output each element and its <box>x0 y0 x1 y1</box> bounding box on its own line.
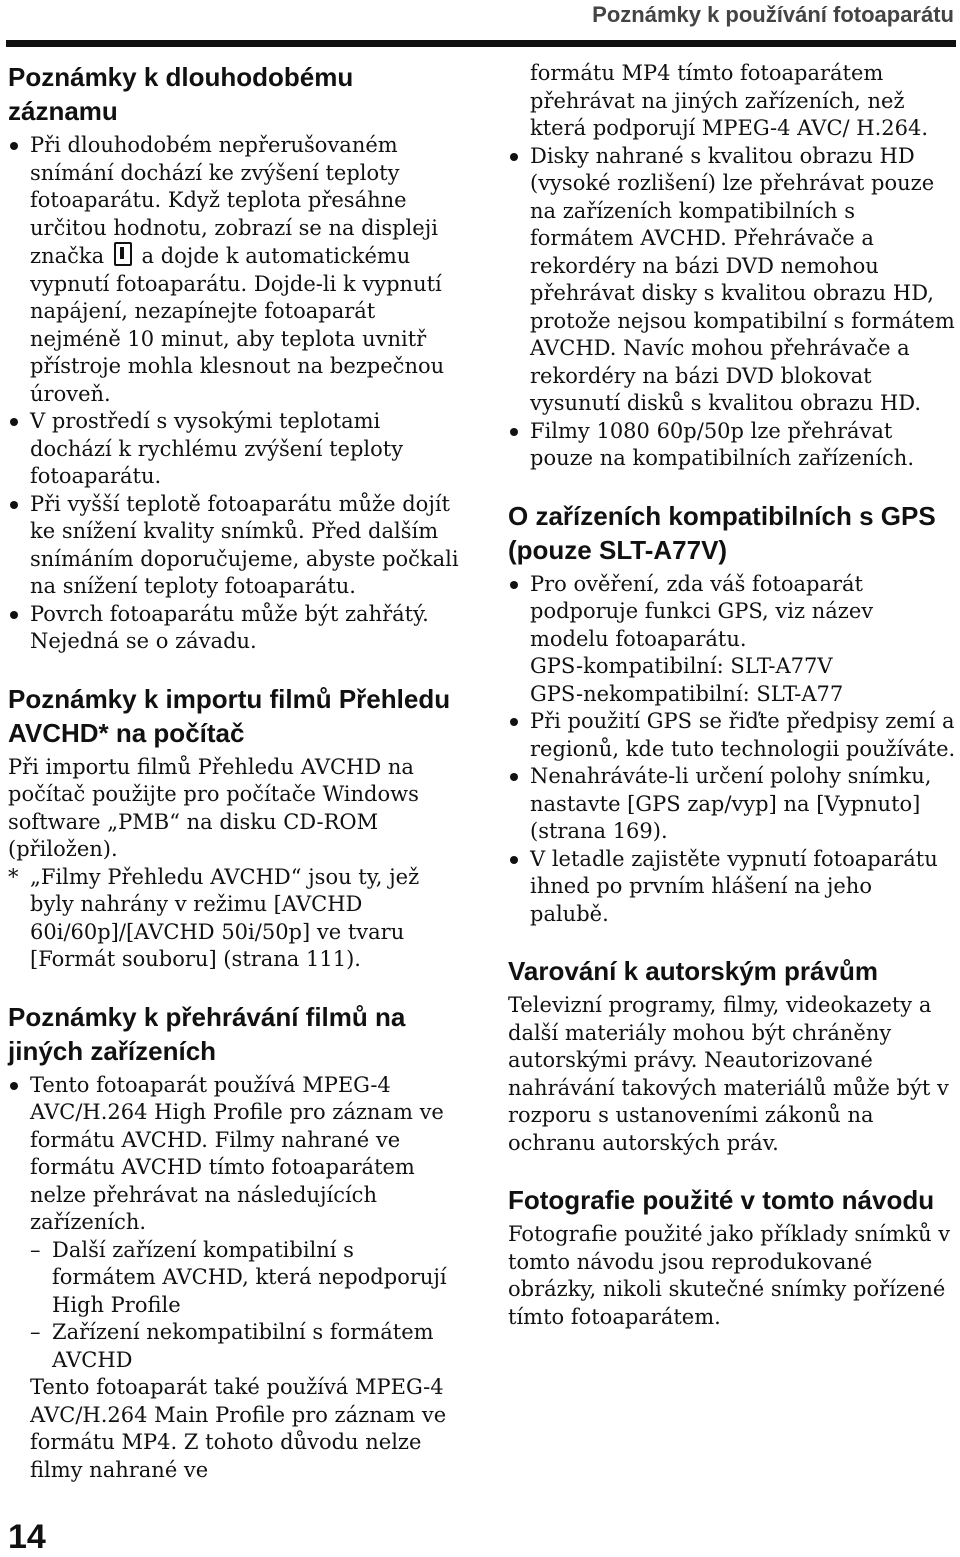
bullet-icon <box>510 773 518 781</box>
list-item: Při použití GPS se řiďte předpisy zemí a regionů, kde tuto technologii používáte. <box>508 708 956 763</box>
section-photos <box>508 1183 956 1331</box>
footnote: * „Filmy Přehledu AVCHD“ jsou ty, jež byly nahrány v režimu [AVCHD 60i/60p]/[AVCHD 50i/50p] ve tvaru [Formát souboru] (strana 111). <box>8 864 420 971</box>
list-item: Povrch fotoaparátu může být zahřátý. Nejedná se o závadu. <box>8 601 463 656</box>
section-copyright <box>508 954 956 1157</box>
running-header: Poznámky k používání fotoaparátu <box>592 2 954 27</box>
right-column <box>508 60 956 1331</box>
list-item: V letadle zajistěte vypnutí fotoaparátu ihned po prvním hlášení na jeho palubě. <box>508 846 956 929</box>
paragraph: Televizní programy, filmy, videokazety a další materiály mohou být chráněny autorskými právy. Neautorizované nahrávání takových materiálů může být v rozporu s ustanoveními zákonů na ochranu autorských práv. <box>508 993 949 1155</box>
bullet-list <box>508 60 956 473</box>
section-title-gps: O zařízeních kompatibilních s GPS (pouze SLT-A77V) <box>508 500 936 565</box>
list-item: Nenahráváte-li určení polohy snímku, nastavte [GPS zap/vyp] na [Vypnuto] (strana 169). <box>508 763 956 846</box>
bullet-icon <box>10 1082 18 1090</box>
list-item: Pro ověření, zda váš fotoaparát podporuje funkci GPS, viz název modelu fotoaparátu. GPS-kompatibilní: SLT-A77V GPS-nekompatibilní: SLT-A77 <box>508 571 956 709</box>
list-item: V prostředí s vysokými teplotami dochází k rychlému zvýšení teploty fotoaparátu. <box>8 408 463 491</box>
footnote-marker: * <box>8 864 19 889</box>
section-playback-other-devices <box>8 1000 463 1485</box>
bullet-icon <box>510 581 518 589</box>
header-rule <box>6 40 956 47</box>
paragraph: Fotografie použité jako příklady snímků v tomto návodu jsou reprodukované obrázky, nikoli skutečné snímky pořízené tímto fotoaparátem. <box>508 1222 951 1329</box>
bullet-icon <box>10 501 18 509</box>
dash-item: – Další zařízení kompatibilní s formátem AVCHD, která nepodporují High Profile <box>30 1237 447 1317</box>
bullet-icon <box>10 418 18 426</box>
list-item: Disky nahrané s kvalitou obrazu HD (vysoké rozlišení) lze přehrávat pouze na zařízeních kompatibilních s formátem AVCHD. Přehrávače a rekordéry na bázi DVD nemohou přehrávat disky s kvalitou obrazu HD, protože nejsou kompatibilní s formátem AVCHD. Navíc mohou přehrávače a rekordéry na bázi DVD blokovat vysunutí disků s kvalitou obrazu HD. <box>508 143 956 418</box>
bullet-list <box>508 571 956 929</box>
section-title-copyright: Varování k autorským právům <box>508 956 878 986</box>
bullet-icon <box>10 611 18 619</box>
section-title-avchd-import: Poznámky k importu filmů Přehledu AVCHD* na počítač <box>8 683 451 748</box>
bullet-icon <box>510 718 518 726</box>
paragraph: Při importu filmů Přehledu AVCHD na počítač použijte pro počítače Windows software „PMB“ na disku CD-ROM (přiložen). <box>8 754 419 861</box>
section-title-long-recording: Poznámky k dlouhodobému záznamu <box>8 62 354 126</box>
list-item: Při vyšší teplotě fotoaparátu může dojít ke snížení kvality snímků. Před dalším snímáním doporučujeme, abyste počkali na snížení teploty fotoaparátu. <box>8 491 463 601</box>
bullet-list <box>8 1072 463 1485</box>
bullet-icon <box>510 153 518 161</box>
list-item: Tento fotoaparát používá MPEG-4 AVC/H.264 High Profile pro záznam ve formátu AVCHD. Filmy nahrané ve formátu AVCHD tímto fotoaparátem nelze přehrávat na následujících zařízeních. – Další zařízení kompatibilní s formátem AVCHD, která nepodporují High Profile – Zařízení nekompatibilní s formátem AVCHD Tento fotoaparát také používá MPEG-4 AVC/H.264 Main Profile pro záznam ve formátu MP4. Z tohoto důvodu nelze filmy nahrané ve <box>8 1072 463 1485</box>
list-item-continued: formátu MP4 tímto fotoaparátem přehrávat na jiných zařízeních, než která podporují MPEG-4 AVC/ H.264. <box>530 61 929 140</box>
section-gps <box>508 499 956 929</box>
bullet-icon <box>510 856 518 864</box>
bullet-icon <box>510 428 518 436</box>
section-title-playback: Poznámky k přehrávání filmů na jiných zařízeních <box>8 1001 406 1066</box>
list-item: Při dlouhodobém nepřerušovaném snímání dochází ke zvýšení teploty fotoaparátu. Když teplota přesáhne určitou hodnotu, zobrazí se na displeji značka a dojde k automatickému vypnutí fotoaparátu. Dojde-li k vypnutí napájení, nezapínejte fotoaparát nejméně 10 minut, aby teplota uvnitř přístroje mohla klesnout na bezpečnou úroveň. <box>8 132 463 408</box>
section-long-recording <box>8 60 463 656</box>
list-item: Filmy 1080 60p/50p lze přehrávat pouze na kompatibilních zařízeních. <box>508 418 956 473</box>
section-title-photos: Fotografie použité v tomto návodu <box>508 1185 935 1215</box>
page-number: 14 <box>8 1518 46 1556</box>
left-column <box>8 60 463 1484</box>
bullet-list <box>8 132 463 656</box>
dash-list <box>30 1237 463 1375</box>
dash-item: – Zařízení nekompatibilní s formátem AVCHD <box>30 1320 434 1372</box>
temperature-warning-icon <box>114 242 132 266</box>
section-avchd-import <box>8 682 463 974</box>
bullet-icon <box>10 142 18 150</box>
continuation-text: Tento fotoaparát také používá MPEG-4 AVC/H.264 Main Profile pro záznam ve formátu MP4. Z tohoto důvodu nelze filmy nahrané ve <box>30 1375 447 1482</box>
